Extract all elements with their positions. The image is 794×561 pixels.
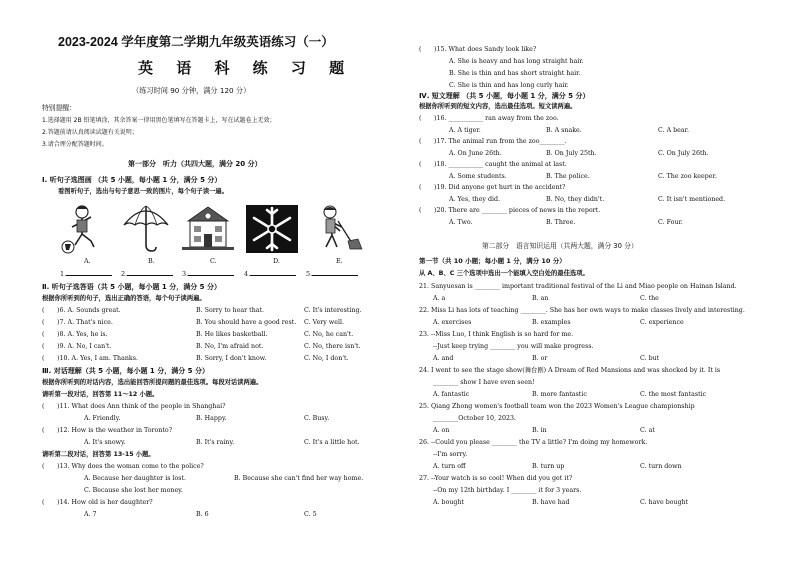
question-23: 23. --Miss Luo, I think English is so hard for me. [419,331,574,338]
sec2-instruction: 根据你所听到的句子，选出正确的答语，每个句子读两遍。 [42,295,206,302]
question-24: 24. I went to see the stage show(舞台剧) A Dream of Red Mansions and was shocked by it. It is [419,367,721,374]
option-23a: A. and [433,355,454,362]
school-building-icon [180,203,236,255]
option-15b: B. She is thin and has short straight hair. [449,70,581,77]
question-23-reply: --Just keep trying ________ you will make progress. [433,343,594,350]
option-27c: C. have bought [640,499,689,506]
option-14c: C. 5 [304,511,317,518]
option-6b: B. Sorry to hear that. [196,307,265,314]
question-19: ( )19. Did anyone get hurt in the accident? [419,184,566,191]
option-24b: B. more fantastic [532,391,587,398]
option-20a: A. Two. [449,219,473,226]
option-14b: B. 6 [196,511,209,518]
question-10: ( )10. A. Yes, I am. Thanks. [42,355,138,362]
answer-blank-5[interactable]: 5. [306,271,358,278]
question-11: ( )11. What does Ann think of the people in Shanghai? [42,403,226,410]
question-24-cont: ________ show I have even seen! [433,379,535,386]
sec3-instruction-dialog2: 请听第二段对话，回答第 13-15 小题。 [42,451,155,458]
option-7c: C. Very well. [304,319,345,326]
sec3-instruction-dialog1: 请听第一段对话，回答第 11～12 小题。 [42,391,159,398]
question-21: 21. Sanyuesan is ________ important traditional festival of the Li and Miao people on Hainan Island. [419,283,737,290]
option-25c: C. at [640,427,655,434]
option-17b: B. On July 25th. [546,150,597,157]
boy-playing-football-icon [58,203,114,255]
tip-item: 2.答题前请认真阅读试题有关说明； [42,129,138,136]
sec4-instruction: 根据你所听到的短文内容，选出最佳选项。短文读两遍。 [419,103,577,110]
sec3-title: Ⅲ. 对话理解（共 5 小题，每小题 1 分，满分 5 分） [42,367,209,375]
option-27a: A. bought [433,499,465,506]
option-26c: C. turn down [640,463,682,470]
exam-title: 2023-2024 学年度第二学期九年级英语练习（一） [58,35,334,49]
option-13c: C. Because she lost her money. [84,487,183,494]
option-15c: C. She is thin and has long curly hair. [449,82,569,89]
question-14: ( )14. How old is her daughter? [42,499,153,506]
option-25a: A. on [433,427,450,434]
option-11b: B. Happy. [196,415,227,422]
question-22: 22. Miss Li has lots of teaching ________. She has her own ways to make classes lively and interesting. [419,307,745,314]
answer-blank-2[interactable]: 2. [121,271,173,278]
option-8b: B. He likes basketball. [196,331,268,338]
option-24a: A. fantastic [433,391,470,398]
question-25-cont: ________October 10, 2023. [433,415,517,422]
sec1-title: Ⅰ. 听句子选图画 （共 5 小题，每小题 1 分，满分 5 分） [42,176,222,184]
tip-item: 1.选择题用 2B 铅笔填涂，其余答案一律用黑色笔填写在答题卡上，写在试题卷上无效； [42,117,276,124]
option-26b: B. turn up [532,463,565,470]
question-15: ( )15. What does Sandy look like? [419,46,537,53]
option-19c: C. It isn't mentioned. [658,196,726,203]
option-22b: B. examples [532,319,571,326]
question-18: ( )18. ___________ caught the animal at last. [419,161,567,168]
option-12c: C. It's a little hot. [304,439,360,446]
question-17: ( )17. The animal run from the zoo________. [419,138,567,145]
option-11a: A. Friendly. [84,415,121,422]
question-27-reply: --On my 12th birthday. I ________ it for 3 years. [433,487,582,494]
question-12: ( )12. How is the weather in Toronto? [42,427,173,434]
option-10c: C. No, I don't. [304,355,349,362]
sec3-instruction: 根据你所听到的对话内容，选出能回答所提问题的最佳选项。每段对话读两遍。 [42,379,263,386]
tips-heading: 特别提醒： [42,104,76,112]
option-21b: B. an [532,295,549,302]
sec1-instruction: 看图听句子，选出与句子意思一致的图片，每个句子读一遍。 [58,188,229,195]
option-8c: C. No, he can't. [304,331,354,338]
option-12b: B. It's rainy. [196,439,235,446]
option-21c: C. the [640,295,659,302]
question-26-reply: --I'm sorry. [433,451,468,458]
option-7b: B. You should have a good rest. [196,319,297,326]
option-16a: A. A tiger. [449,127,481,134]
option-18c: C. The zoo keeper. [658,173,717,180]
picture-label-c: C. [210,257,217,265]
question-16: ( )16. ___________ ran away from the zoo. [419,115,559,122]
picture-label-e: E. [336,257,343,265]
boy-sweeping-floor-icon [310,203,366,255]
question-13: ( )13. Why does the woman come to the police? [42,463,204,470]
option-20c: C. Four. [658,219,683,226]
option-13b: B. Because she can't find her way home. [234,475,364,482]
option-10b: B. Sorry, I don't know. [196,355,267,362]
exam-subtitle: 英 语 科 练 习 题 [138,59,354,77]
question-26: 26. --Could you please ________ the TV a little? I'm doing my homework. [419,439,648,446]
option-11c: C. Busy. [304,415,330,422]
option-16c: C. A bear. [658,127,689,134]
time-note: （练习时间 90 分钟，满分 120 分） [132,86,251,95]
option-17a: A. On June 26th. [449,150,502,157]
option-27b: B. have had [532,499,570,506]
sec2-title: Ⅱ. 听句子选答语（共 5 小题，每小题 1 分，满分 5 分） [42,283,221,291]
question-6: ( )6. A. Sounds great. [42,307,121,314]
answer-blank-4[interactable]: 4. [244,271,296,278]
part2-sec1-title: 第一节（共 10 小题；每小题 1 分，满分 10 分） [419,257,566,265]
question-9: ( )9. A. No, I can't. [42,343,112,350]
option-9c: C. No, there isn't. [304,343,361,350]
option-21a: A. a [433,295,446,302]
question-27: 27. --Your watch is so cool! When did you get it? [419,475,573,482]
part1-heading: 第一部分 听力（共四大题，满分 20 分） [128,160,262,168]
option-13a: A. Because her daughter is lost. [84,475,187,482]
option-19a: A. Yes, they did. [449,196,501,203]
umbrella-icon [118,203,174,255]
question-25: 25. Qiang Zhong women's football team won the 2023 Women's League championship [419,403,695,410]
option-22c: C. experience [640,319,684,326]
picture-label-a: A. [84,257,91,265]
answer-blank-1[interactable]: 1. [60,271,112,278]
picture-label-b: B. [148,257,155,265]
answer-blank-3[interactable]: 3. [182,271,234,278]
option-9b: B. No, I'm afraid not. [196,343,264,350]
option-16b: B. A snake. [546,127,582,134]
option-22a: A. exercises [433,319,472,326]
option-15a: A. She is heavy and has long straight hair. [449,58,584,65]
picture-label-d: D. [273,257,280,265]
sec4-title: Ⅳ. 短文理解 （共 5 小题，每小题 1 分，满分 5 分） [419,92,590,100]
option-18b: B. The police. [546,173,590,180]
option-6c: C. It's interesting. [304,307,362,314]
option-19b: B. No, they didn't. [546,196,605,203]
option-25b: B. in [532,427,547,434]
tip-item: 3.请合理分配答题时间。 [42,141,108,148]
option-14a: A. 7 [84,511,97,518]
option-20b: B. Three. [546,219,576,226]
option-23b: B. or [532,355,548,362]
option-18a: A. Some students. [449,173,507,180]
snowflake-icon [244,203,300,255]
option-23c: C. but [640,355,660,362]
option-12a: A. It's snowy. [84,439,126,446]
option-26a: A. turn off [433,463,466,470]
question-7: ( )7. A. That's nice. [42,319,113,326]
part2-instruction: 从 A、B、C 三个选项中选出一个能填入空白处的最佳选项。 [419,270,589,277]
question-8: ( )8. A. Yes, he is. [42,331,108,338]
option-24c: C. the most fantastic [640,391,707,398]
part2-heading: 第二部分 语言知识运用（共两大题，满分 30 分） [482,242,638,250]
question-20: ( )20. There are ________ pieces of news in the report. [419,207,601,214]
option-17c: C. On July 26th. [658,150,709,157]
